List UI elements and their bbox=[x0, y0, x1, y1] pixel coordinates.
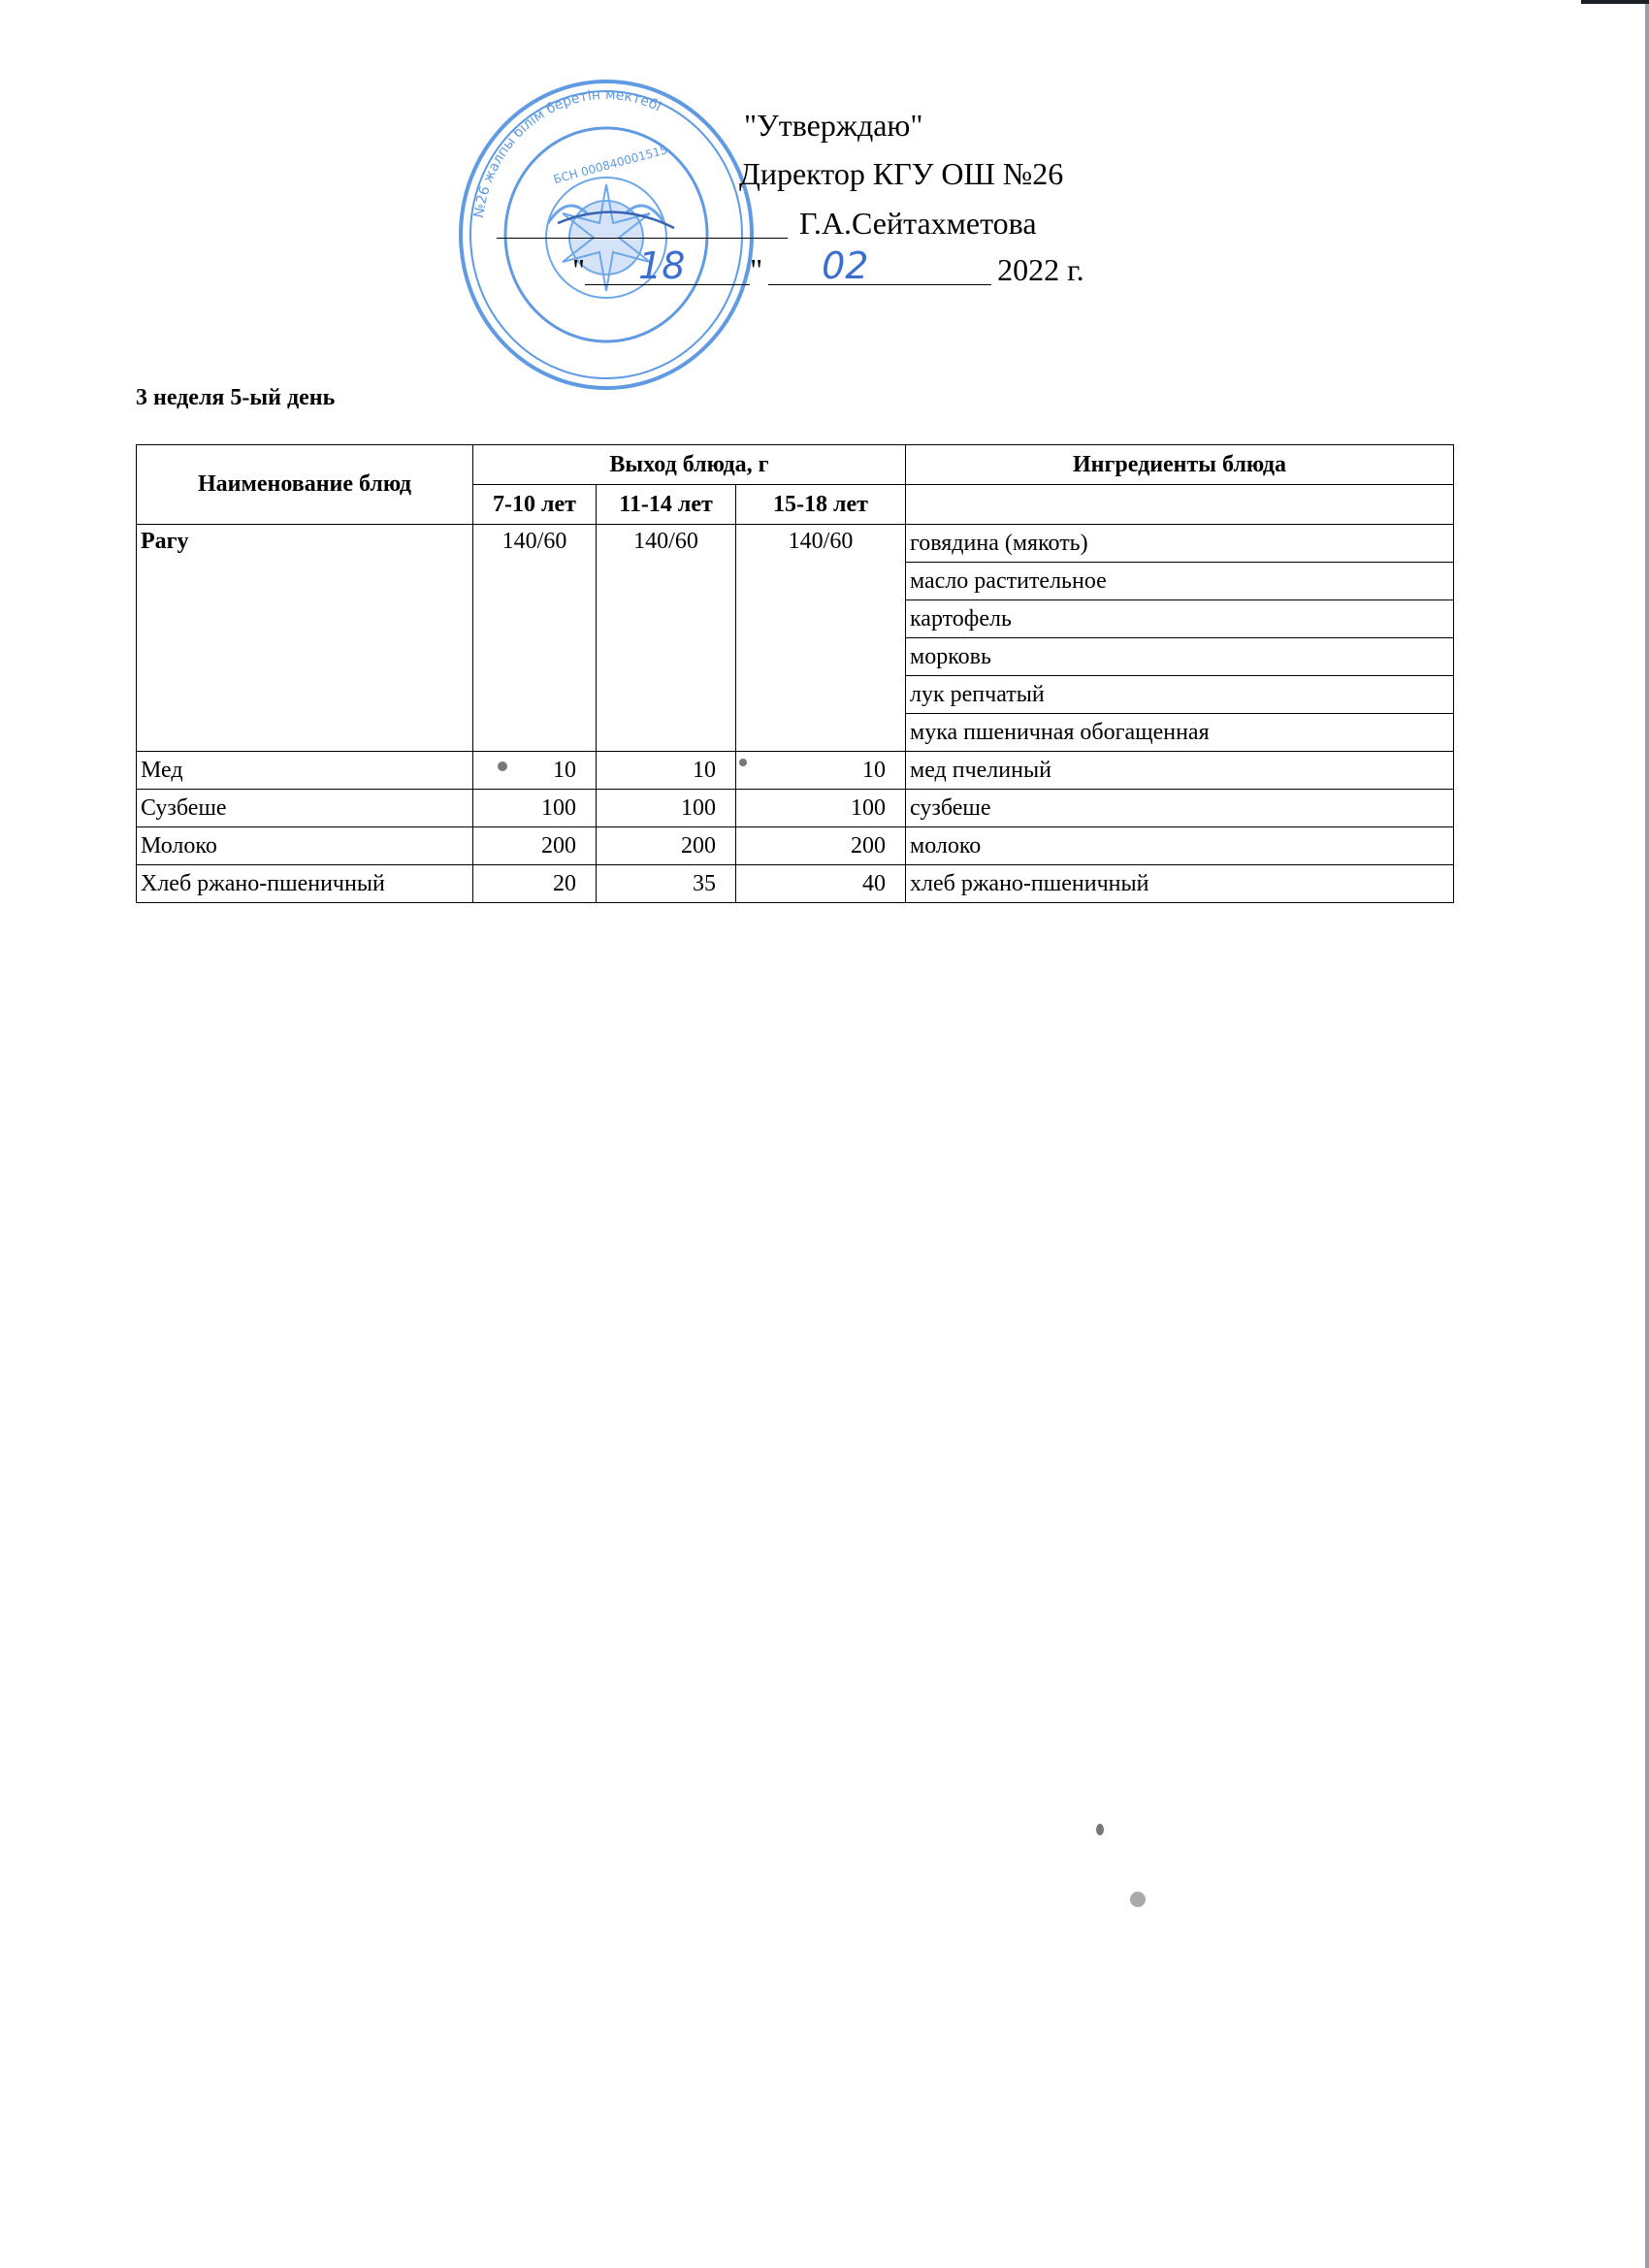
yield-15-18: 200 bbox=[736, 827, 906, 865]
dish-name: Молоко bbox=[137, 827, 473, 865]
date-year: 2022 г. bbox=[997, 252, 1084, 287]
approval-signatory: Г.А.Сейтахметова bbox=[799, 206, 1037, 241]
approval-position: Директор КГУ ОШ №26 bbox=[739, 156, 1064, 191]
scan-corner bbox=[1581, 0, 1649, 4]
date-day-field bbox=[585, 244, 750, 287]
ingredient: молоко bbox=[906, 827, 1454, 865]
table-row bbox=[137, 790, 1454, 827]
scan-speck bbox=[739, 759, 747, 766]
yield-7-10: 100 bbox=[473, 790, 597, 827]
yield-11-14: 35 bbox=[597, 865, 736, 903]
dish-name: Сузбеше bbox=[137, 790, 473, 827]
stamp-ring-text: №26 жалпы білім беретін мектебі bbox=[470, 86, 664, 219]
ingredient: мед пчелиный bbox=[906, 752, 1454, 790]
header-yield: Выход блюда, г bbox=[473, 445, 906, 485]
dish-name: Рагу bbox=[137, 525, 473, 752]
yield-11-14: 140/60 bbox=[597, 525, 736, 752]
date-day-handwritten: 18 bbox=[638, 244, 686, 287]
yield-7-10: 140/60 bbox=[473, 525, 597, 752]
table-header-row bbox=[137, 445, 1454, 485]
ingredient: морковь bbox=[906, 638, 1454, 676]
signature-underline bbox=[497, 211, 788, 239]
ingredient: сузбеше bbox=[906, 790, 1454, 827]
header-dish-name: Наименование блюд bbox=[137, 445, 473, 525]
ingredient: говядина (мякоть) bbox=[906, 525, 1454, 563]
yield-11-14: 200 bbox=[597, 827, 736, 865]
header-ingredients: Ингредиенты блюда bbox=[906, 445, 1454, 485]
table-row bbox=[137, 865, 1454, 903]
stamp-bin: БСН 000840001515 bbox=[552, 143, 669, 187]
approval-date: " 18 " 02 2022 г. bbox=[572, 244, 1084, 287]
yield-15-18: 10 bbox=[736, 752, 906, 790]
table-row bbox=[137, 827, 1454, 865]
date-month-field bbox=[768, 244, 991, 287]
header-age-15-18: 15-18 лет bbox=[736, 485, 906, 525]
date-month-handwritten: 02 bbox=[822, 244, 869, 287]
yield-15-18: 140/60 bbox=[736, 525, 906, 752]
yield-11-14: 10 bbox=[597, 752, 736, 790]
ingredient: картофель bbox=[906, 600, 1454, 638]
approval-signature-line bbox=[497, 208, 1037, 239]
table-row bbox=[137, 752, 1454, 790]
header-empty bbox=[906, 485, 1454, 525]
yield-7-10: 10 bbox=[473, 752, 597, 790]
yield-7-10: 20 bbox=[473, 865, 597, 903]
yield-7-10: 200 bbox=[473, 827, 597, 865]
ingredient: лук репчатый bbox=[906, 676, 1454, 714]
dish-name: Мед bbox=[137, 752, 473, 790]
header-age-7-10: 7-10 лет bbox=[473, 485, 597, 525]
scan-speck bbox=[1130, 1892, 1146, 1907]
table-row bbox=[137, 525, 1454, 563]
ingredient: масло растительное bbox=[906, 563, 1454, 600]
scan-edge bbox=[1645, 0, 1649, 2268]
dish-name: Хлеб ржано-пшеничный bbox=[137, 865, 473, 903]
week-day-subtitle: 3 неделя 5-ый день bbox=[136, 385, 336, 410]
approval-title: "Утверждаю" bbox=[744, 108, 923, 143]
ingredient: мука пшеничная обогащенная bbox=[906, 714, 1454, 752]
yield-15-18: 100 bbox=[736, 790, 906, 827]
scan-speck bbox=[498, 761, 507, 771]
menu-table bbox=[136, 444, 1454, 903]
yield-11-14: 100 bbox=[597, 790, 736, 827]
yield-15-18: 40 bbox=[736, 865, 906, 903]
ingredient: хлеб ржано-пшеничный bbox=[906, 865, 1454, 903]
header-age-11-14: 11-14 лет bbox=[597, 485, 736, 525]
scan-speck bbox=[1096, 1824, 1104, 1835]
